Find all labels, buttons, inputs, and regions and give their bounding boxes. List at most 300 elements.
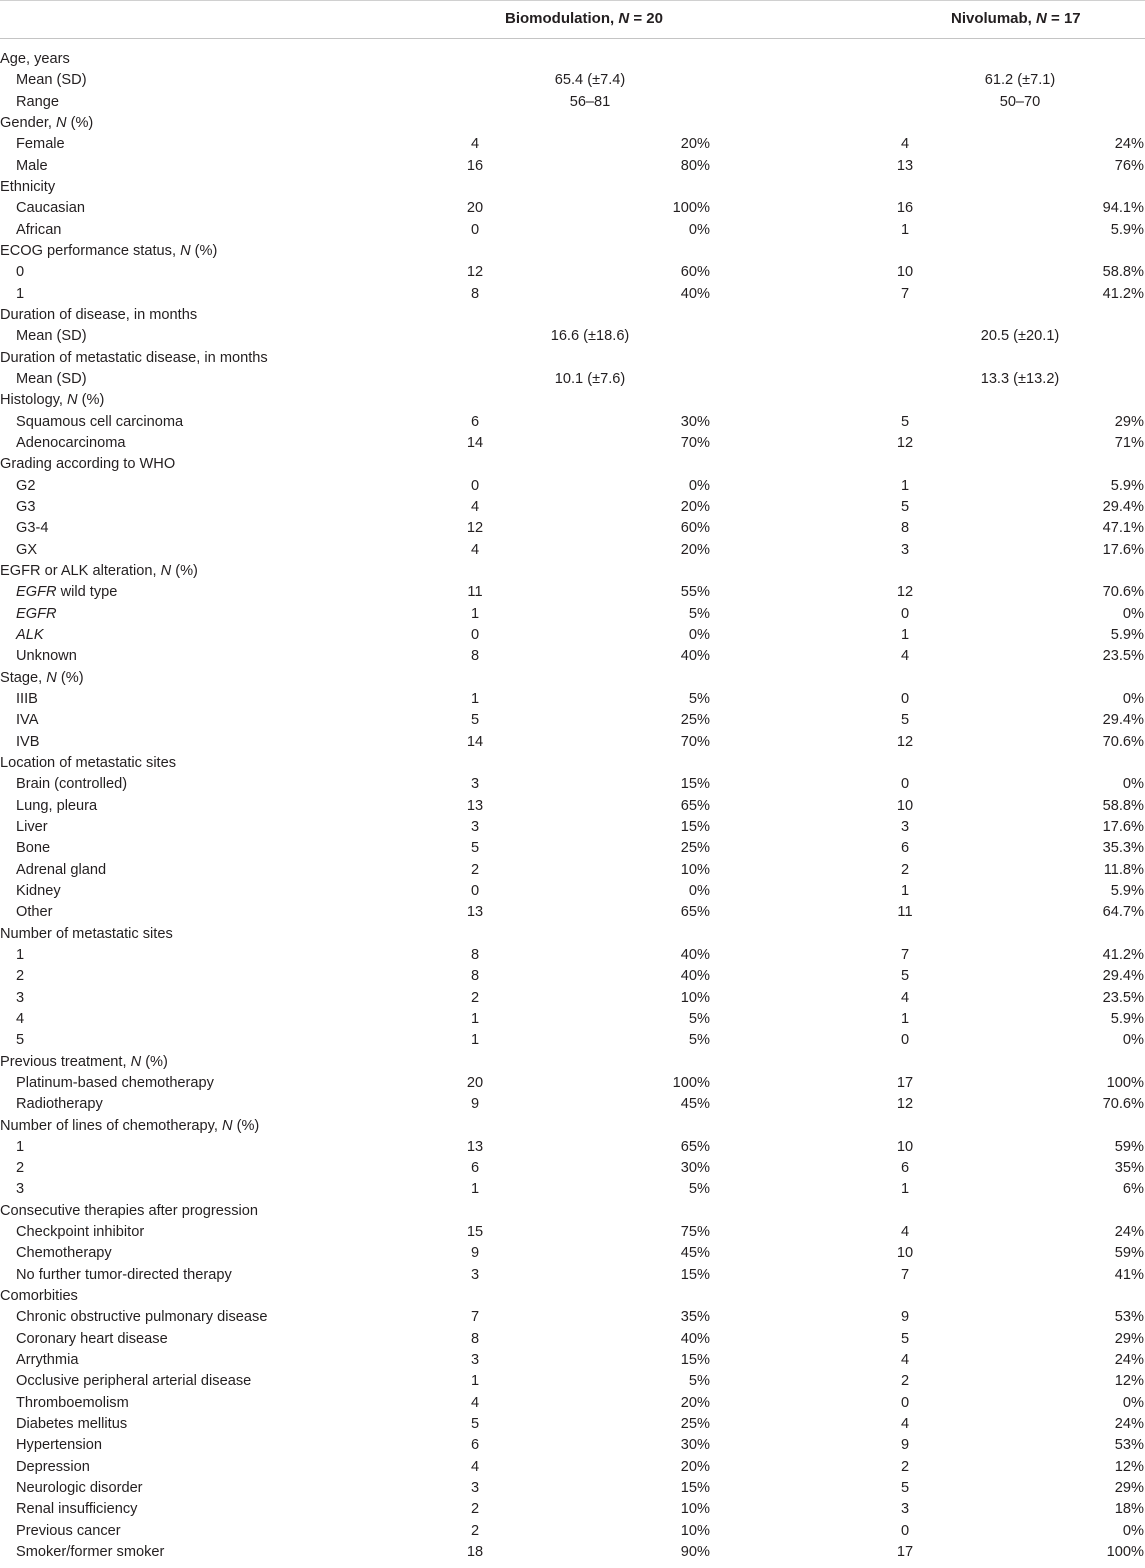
section-header-row <box>0 241 1145 262</box>
table-row <box>0 1073 1145 1094</box>
nivolumab-percent: 24% <box>1114 1416 1144 1433</box>
nivolumab-count: 7 <box>900 1266 910 1283</box>
biomodulation-count: 2 <box>470 861 480 878</box>
nivolumab-percent: 0% <box>1122 690 1144 707</box>
row-label-text: GX <box>16 541 38 558</box>
row-label <box>16 1179 24 1200</box>
table-row <box>0 1371 1145 1392</box>
biomodulation-percent: 20% <box>680 541 710 558</box>
row-label-text: Thromboemolism <box>16 1394 129 1411</box>
table-row <box>0 369 1145 390</box>
biomodulation-percent: 5% <box>688 1181 710 1198</box>
nivolumab-percent: 12% <box>1114 1458 1144 1475</box>
nivolumab-count: 0 <box>900 690 910 707</box>
row-label-suffix: (%) <box>232 1117 260 1134</box>
nivolumab-percent: 5.9% <box>1110 626 1144 643</box>
biomodulation-percent: 90% <box>680 1544 710 1561</box>
nivolumab-count: 4 <box>900 1352 910 1369</box>
biomodulation-percent: 0% <box>688 221 710 238</box>
biomodulation-count: 3 <box>470 1480 480 1497</box>
row-label <box>16 1307 267 1328</box>
row-label-suffix: (%) <box>66 114 94 131</box>
section-header-row <box>0 348 1145 369</box>
row-label-text: IVA <box>16 712 39 729</box>
biomodulation-percent: 70% <box>680 733 710 750</box>
table-row <box>0 646 1145 667</box>
nivolumab-value: 50–70 <box>999 93 1041 110</box>
biomodulation-count: 5 <box>470 1416 480 1433</box>
biomodulation-count: 4 <box>470 541 480 558</box>
nivolumab-value: 61.2 (±7.1) <box>984 72 1056 89</box>
row-label-text: 5 <box>16 1032 25 1049</box>
nivolumab-count: 8 <box>900 520 910 537</box>
row-label-italic: EGFR <box>16 605 57 622</box>
table-row <box>0 70 1145 91</box>
nivolumab-percent: 29% <box>1114 1480 1144 1497</box>
row-label <box>0 1201 258 1222</box>
nivolumab-count: 1 <box>900 626 910 643</box>
nivolumab-value: 20.5 (±20.1) <box>980 328 1060 345</box>
biomodulation-percent: 80% <box>680 157 710 174</box>
row-label-text: 3 <box>16 1181 25 1198</box>
row-label <box>16 860 106 881</box>
row-label-text: Grading according to WHO <box>0 456 176 473</box>
nivolumab-percent: 41% <box>1114 1266 1144 1283</box>
row-label-text: Previous cancer <box>16 1522 121 1539</box>
biomodulation-percent: 10% <box>680 1522 710 1539</box>
row-label <box>16 1329 168 1350</box>
table-row <box>0 710 1145 731</box>
biomodulation-value: 65.4 (±7.4) <box>554 72 626 89</box>
nivolumab-count: 6 <box>900 1160 910 1177</box>
row-label-text: Previous treatment, <box>0 1053 131 1070</box>
nivolumab-count: 0 <box>900 1394 910 1411</box>
row-label <box>16 433 126 454</box>
table-row <box>0 497 1145 518</box>
table-row <box>0 1478 1145 1499</box>
nivolumab-count: 6 <box>900 840 910 857</box>
row-label <box>16 1478 143 1499</box>
row-label-italic: N <box>46 669 57 686</box>
biomodulation-percent: 60% <box>680 520 710 537</box>
column-header-biomodulation <box>505 10 663 27</box>
row-label <box>16 1030 24 1051</box>
biomodulation-value: 16.6 (±18.6) <box>550 328 630 345</box>
nivolumab-count: 4 <box>900 1416 910 1433</box>
biomodulation-count: 3 <box>470 818 480 835</box>
nivolumab-percent: 70.6% <box>1102 584 1144 601</box>
row-label <box>16 220 61 241</box>
table-header-row <box>0 0 1145 39</box>
row-label-text: 1 <box>16 285 25 302</box>
biomodulation-percent: 10% <box>680 989 710 1006</box>
row-label-text: EGFR or ALK alteration, <box>0 562 161 579</box>
row-label-text: Bone <box>16 840 51 857</box>
row-label <box>16 902 53 923</box>
row-label <box>16 988 24 1009</box>
row-label <box>0 390 104 411</box>
biomodulation-percent: 0% <box>688 477 710 494</box>
row-label <box>16 604 57 625</box>
nivolumab-count: 17 <box>896 1544 914 1561</box>
row-label <box>16 732 40 753</box>
table-row <box>0 796 1145 817</box>
row-label <box>0 1116 259 1137</box>
biomodulation-value: 10.1 (±7.6) <box>554 370 626 387</box>
nivolumab-count: 1 <box>900 221 910 238</box>
row-label-text: Duration of metastatic disease, in months <box>0 349 268 366</box>
row-label-text: Caucasian <box>16 200 85 217</box>
row-label <box>16 518 48 539</box>
nivolumab-percent: 0% <box>1122 1394 1144 1411</box>
nivolumab-count: 10 <box>896 1138 914 1155</box>
row-label-text: 3 <box>16 989 25 1006</box>
nivolumab-percent: 35.3% <box>1102 840 1144 857</box>
row-label <box>16 198 85 219</box>
biomodulation-count: 9 <box>470 1245 480 1262</box>
nivolumab-count: 11 <box>897 904 913 921</box>
biomodulation-percent: 65% <box>680 904 710 921</box>
nivolumab-percent: 94.1% <box>1102 200 1144 217</box>
nivolumab-count: 3 <box>900 818 910 835</box>
biomodulation-percent: 10% <box>680 1501 710 1518</box>
row-label <box>16 326 87 347</box>
row-label-text: Comorbities <box>0 1288 78 1305</box>
biomodulation-percent: 60% <box>680 264 710 281</box>
row-label-text: 1 <box>16 946 25 963</box>
nivolumab-percent: 6% <box>1122 1181 1144 1198</box>
nivolumab-percent: 24% <box>1114 136 1144 153</box>
nivolumab-percent: 64.7% <box>1102 904 1144 921</box>
biomodulation-count: 8 <box>470 648 480 665</box>
nivolumab-percent: 12% <box>1114 1373 1144 1390</box>
row-label-text: G3 <box>16 498 36 515</box>
nivolumab-count: 3 <box>900 541 910 558</box>
section-header-row <box>0 753 1145 774</box>
biomodulation-count: 11 <box>467 584 483 601</box>
biomodulation-count: 6 <box>470 1160 480 1177</box>
table-row <box>0 433 1145 454</box>
nivolumab-percent: 24% <box>1114 1224 1144 1241</box>
nivolumab-percent: 23.5% <box>1102 989 1144 1006</box>
nivolumab-count: 10 <box>896 264 914 281</box>
row-label-text: Squamous cell carcinoma <box>16 413 184 430</box>
row-label <box>16 262 24 283</box>
row-label-text: Kidney <box>16 882 61 899</box>
row-label <box>16 1457 90 1478</box>
row-label <box>16 70 87 91</box>
biomodulation-count: 1 <box>470 605 480 622</box>
row-label <box>16 1371 251 1392</box>
nivolumab-percent: 29% <box>1114 413 1144 430</box>
table-row <box>0 582 1145 603</box>
row-label-text: Range <box>16 93 60 110</box>
table-row <box>0 540 1145 561</box>
row-label-text: Radiotherapy <box>16 1096 103 1113</box>
row-label <box>16 1435 102 1456</box>
table-row <box>0 1329 1145 1350</box>
row-label <box>16 796 97 817</box>
nivolumab-percent: 100% <box>1106 1544 1144 1561</box>
nivolumab-count: 5 <box>900 1480 910 1497</box>
row-label <box>16 540 37 561</box>
row-label-text: Duration of disease, in months <box>0 306 198 323</box>
biomodulation-percent: 0% <box>688 626 710 643</box>
table-row <box>0 1030 1145 1051</box>
nivolumab-count: 12 <box>896 1096 914 1113</box>
biomodulation-count: 2 <box>470 1501 480 1518</box>
table-row <box>0 1158 1145 1179</box>
row-label-text: Hypertension <box>16 1437 102 1454</box>
nivolumab-count: 5 <box>900 413 910 430</box>
biomodulation-percent: 15% <box>680 1480 710 1497</box>
table-row <box>0 1137 1145 1158</box>
table-row <box>0 732 1145 753</box>
biomodulation-count: 6 <box>470 413 480 430</box>
biomodulation-count: 15 <box>466 1224 484 1241</box>
table-row <box>0 881 1145 902</box>
nivolumab-count: 1 <box>900 477 910 494</box>
row-label-text: Male <box>16 157 48 174</box>
table-row <box>0 817 1145 838</box>
nivolumab-count: 7 <box>900 285 910 302</box>
row-label-text: Platinum-based chemotherapy <box>16 1074 214 1091</box>
table-row <box>0 134 1145 155</box>
table-row <box>0 156 1145 177</box>
biomodulation-count: 4 <box>470 1458 480 1475</box>
section-header-row <box>0 49 1145 70</box>
biomodulation-count: 2 <box>470 989 480 1006</box>
nivolumab-percent: 0% <box>1122 605 1144 622</box>
biomodulation-count: 14 <box>466 434 484 451</box>
row-label-text: Histology, <box>0 392 68 409</box>
row-label <box>0 924 173 945</box>
biomodulation-percent: 40% <box>680 285 710 302</box>
table-row <box>0 1393 1145 1414</box>
section-header-row <box>0 1116 1145 1137</box>
section-header-row <box>0 668 1145 689</box>
biomodulation-count: 6 <box>470 1437 480 1454</box>
row-label <box>16 1542 164 1563</box>
table-row <box>0 284 1145 305</box>
row-label-text: Mean (SD) <box>16 72 87 89</box>
table-row <box>0 1414 1145 1435</box>
row-label <box>16 1265 232 1286</box>
nivolumab-count: 17 <box>896 1074 914 1091</box>
row-label-italic: ALK <box>16 626 44 643</box>
table-row <box>0 1243 1145 1264</box>
biomodulation-count: 7 <box>470 1309 480 1326</box>
nivolumab-percent: 18% <box>1114 1501 1144 1518</box>
row-label-text: Lung, pleura <box>16 797 98 814</box>
nivolumab-count: 1 <box>900 1181 910 1198</box>
nivolumab-percent: 23.5% <box>1102 648 1144 665</box>
biomodulation-percent: 35% <box>680 1309 710 1326</box>
nivolumab-count: 4 <box>900 136 910 153</box>
table-row <box>0 326 1145 347</box>
row-label-text: Gender, <box>0 114 56 131</box>
biomodulation-count: 12 <box>466 264 484 281</box>
row-label-text: Checkpoint inhibitor <box>16 1224 145 1241</box>
table-row <box>0 92 1145 113</box>
nivolumab-percent: 59% <box>1114 1245 1144 1262</box>
row-label <box>16 966 24 987</box>
biomodulation-percent: 40% <box>680 1330 710 1347</box>
biomodulation-percent: 20% <box>680 1394 710 1411</box>
nivolumab-percent: 29% <box>1114 1330 1144 1347</box>
nivolumab-count: 1 <box>900 882 910 899</box>
row-label-text: Number of lines of chemotherapy, <box>0 1117 222 1134</box>
biomodulation-percent: 15% <box>680 1266 710 1283</box>
row-label-text: Stage, <box>0 669 47 686</box>
row-label-text: Occlusive peripheral arterial disease <box>16 1373 252 1390</box>
row-label-italic: N <box>130 1053 142 1070</box>
biomodulation-count: 2 <box>470 1522 480 1539</box>
biomodulation-count: 13 <box>466 797 484 814</box>
biomodulation-count: 18 <box>466 1544 484 1561</box>
biomodulation-count: 4 <box>470 498 480 515</box>
row-label-text: African <box>16 221 62 238</box>
biomodulation-count: 3 <box>470 776 480 793</box>
biomodulation-percent: 40% <box>680 946 710 963</box>
row-label <box>16 1137 24 1158</box>
nivolumab-percent: 24% <box>1114 1352 1144 1369</box>
nivolumab-percent: 11.8% <box>1103 861 1144 878</box>
row-label-text: ECOG performance status, <box>0 242 181 259</box>
biomodulation-count: 13 <box>466 904 484 921</box>
row-label <box>16 284 24 305</box>
nivolumab-percent: 71% <box>1114 434 1144 451</box>
biomodulation-count: 8 <box>470 285 480 302</box>
nivolumab-count: 1 <box>900 1010 910 1027</box>
biomodulation-percent: 15% <box>680 1352 710 1369</box>
biomodulation-percent: 0% <box>688 882 710 899</box>
nivolumab-percent: 0% <box>1122 1522 1144 1539</box>
row-label <box>16 1158 24 1179</box>
biomodulation-percent: 30% <box>680 413 710 430</box>
biomodulation-count: 0 <box>470 626 480 643</box>
biomodulation-percent: 55% <box>680 584 710 601</box>
nivolumab-percent: 41.2% <box>1102 285 1144 302</box>
row-label-text: IIIB <box>16 690 38 707</box>
nivolumab-percent: 70.6% <box>1102 733 1144 750</box>
row-label-text: 4 <box>16 1010 25 1027</box>
nivolumab-count: 5 <box>900 498 910 515</box>
row-label-text: Diabetes mellitus <box>16 1416 128 1433</box>
nivolumab-percent: 5.9% <box>1110 221 1144 238</box>
row-label-text: Neurologic disorder <box>16 1480 143 1497</box>
table-row <box>0 1521 1145 1542</box>
row-label-text: Brain (controlled) <box>16 776 128 793</box>
biomodulation-count: 14 <box>466 733 484 750</box>
table-row <box>0 625 1145 646</box>
nivolumab-percent: 58.8% <box>1102 264 1144 281</box>
row-label <box>0 348 268 369</box>
biomodulation-percent: 20% <box>680 136 710 153</box>
nivolumab-percent: 76% <box>1114 157 1144 174</box>
table-row <box>0 412 1145 433</box>
row-label <box>16 582 117 603</box>
row-label <box>16 1499 137 1520</box>
row-label-text: Depression <box>16 1458 90 1475</box>
nivolumab-count: 16 <box>896 200 914 217</box>
table-row <box>0 220 1145 241</box>
row-label-text: 1 <box>16 1138 25 1155</box>
nivolumab-count: 12 <box>896 584 914 601</box>
row-label-suffix: (%) <box>171 562 198 579</box>
biomodulation-percent: 100% <box>672 200 710 217</box>
biomodulation-percent: 25% <box>680 840 710 857</box>
biomodulation-count: 4 <box>470 136 480 153</box>
biomodulation-count: 0 <box>470 221 480 238</box>
section-header-row <box>0 454 1145 475</box>
row-label-text: Coronary heart disease <box>16 1330 168 1347</box>
section-header-row <box>0 561 1145 582</box>
biomodulation-count: 0 <box>470 882 480 899</box>
row-label <box>0 1052 168 1073</box>
row-label <box>16 1414 127 1435</box>
row-label-text: Other <box>16 904 53 921</box>
row-label-text: No further tumor-directed therapy <box>16 1266 232 1283</box>
biomodulation-count: 1 <box>470 1010 480 1027</box>
nivolumab-count: 9 <box>900 1437 910 1454</box>
biomodulation-percent: 5% <box>688 1373 710 1390</box>
nivolumab-count: 5 <box>900 968 910 985</box>
biomodulation-percent: 30% <box>680 1437 710 1454</box>
nivolumab-percent: 29.4% <box>1102 968 1144 985</box>
biomodulation-count: 8 <box>470 968 480 985</box>
section-header-row <box>0 1286 1145 1307</box>
table-row <box>0 1499 1145 1520</box>
nivolumab-count: 9 <box>900 1309 910 1326</box>
table-row <box>0 1179 1145 1200</box>
biomodulation-percent: 20% <box>680 498 710 515</box>
table-row <box>0 902 1145 923</box>
biomodulation-count: 12 <box>466 520 484 537</box>
biomodulation-count: 4 <box>470 1394 480 1411</box>
section-header-row <box>0 1052 1145 1073</box>
biomodulation-percent: 5% <box>688 1010 710 1027</box>
row-label <box>16 1393 129 1414</box>
row-label <box>16 945 24 966</box>
row-label-text: Ethnicity <box>0 178 56 195</box>
nivolumab-count: 0 <box>900 1522 910 1539</box>
nivolumab-percent: 58.8% <box>1102 797 1144 814</box>
table-row <box>0 966 1145 987</box>
column-header-nivolumab-n-value: = 17 <box>1046 10 1081 27</box>
row-label-text: Arrythmia <box>16 1352 79 1369</box>
nivolumab-count: 10 <box>896 797 914 814</box>
table-row <box>0 262 1145 283</box>
biomodulation-percent: 10% <box>680 861 710 878</box>
table-row <box>0 988 1145 1009</box>
table-row <box>0 860 1145 881</box>
nivolumab-count: 4 <box>900 1224 910 1241</box>
biomodulation-percent: 20% <box>680 1458 710 1475</box>
nivolumab-percent: 29.4% <box>1102 712 1144 729</box>
row-label <box>16 710 38 731</box>
nivolumab-count: 12 <box>896 434 914 451</box>
nivolumab-count: 10 <box>896 1245 914 1262</box>
row-label <box>0 177 55 198</box>
nivolumab-count: 5 <box>900 712 910 729</box>
nivolumab-percent: 53% <box>1114 1309 1144 1326</box>
section-header-row <box>0 177 1145 198</box>
row-label-text: 0 <box>16 264 25 281</box>
row-label-text: Location of metastatic sites <box>0 754 177 771</box>
biomodulation-count: 20 <box>466 200 484 217</box>
biomodulation-count: 1 <box>470 690 480 707</box>
